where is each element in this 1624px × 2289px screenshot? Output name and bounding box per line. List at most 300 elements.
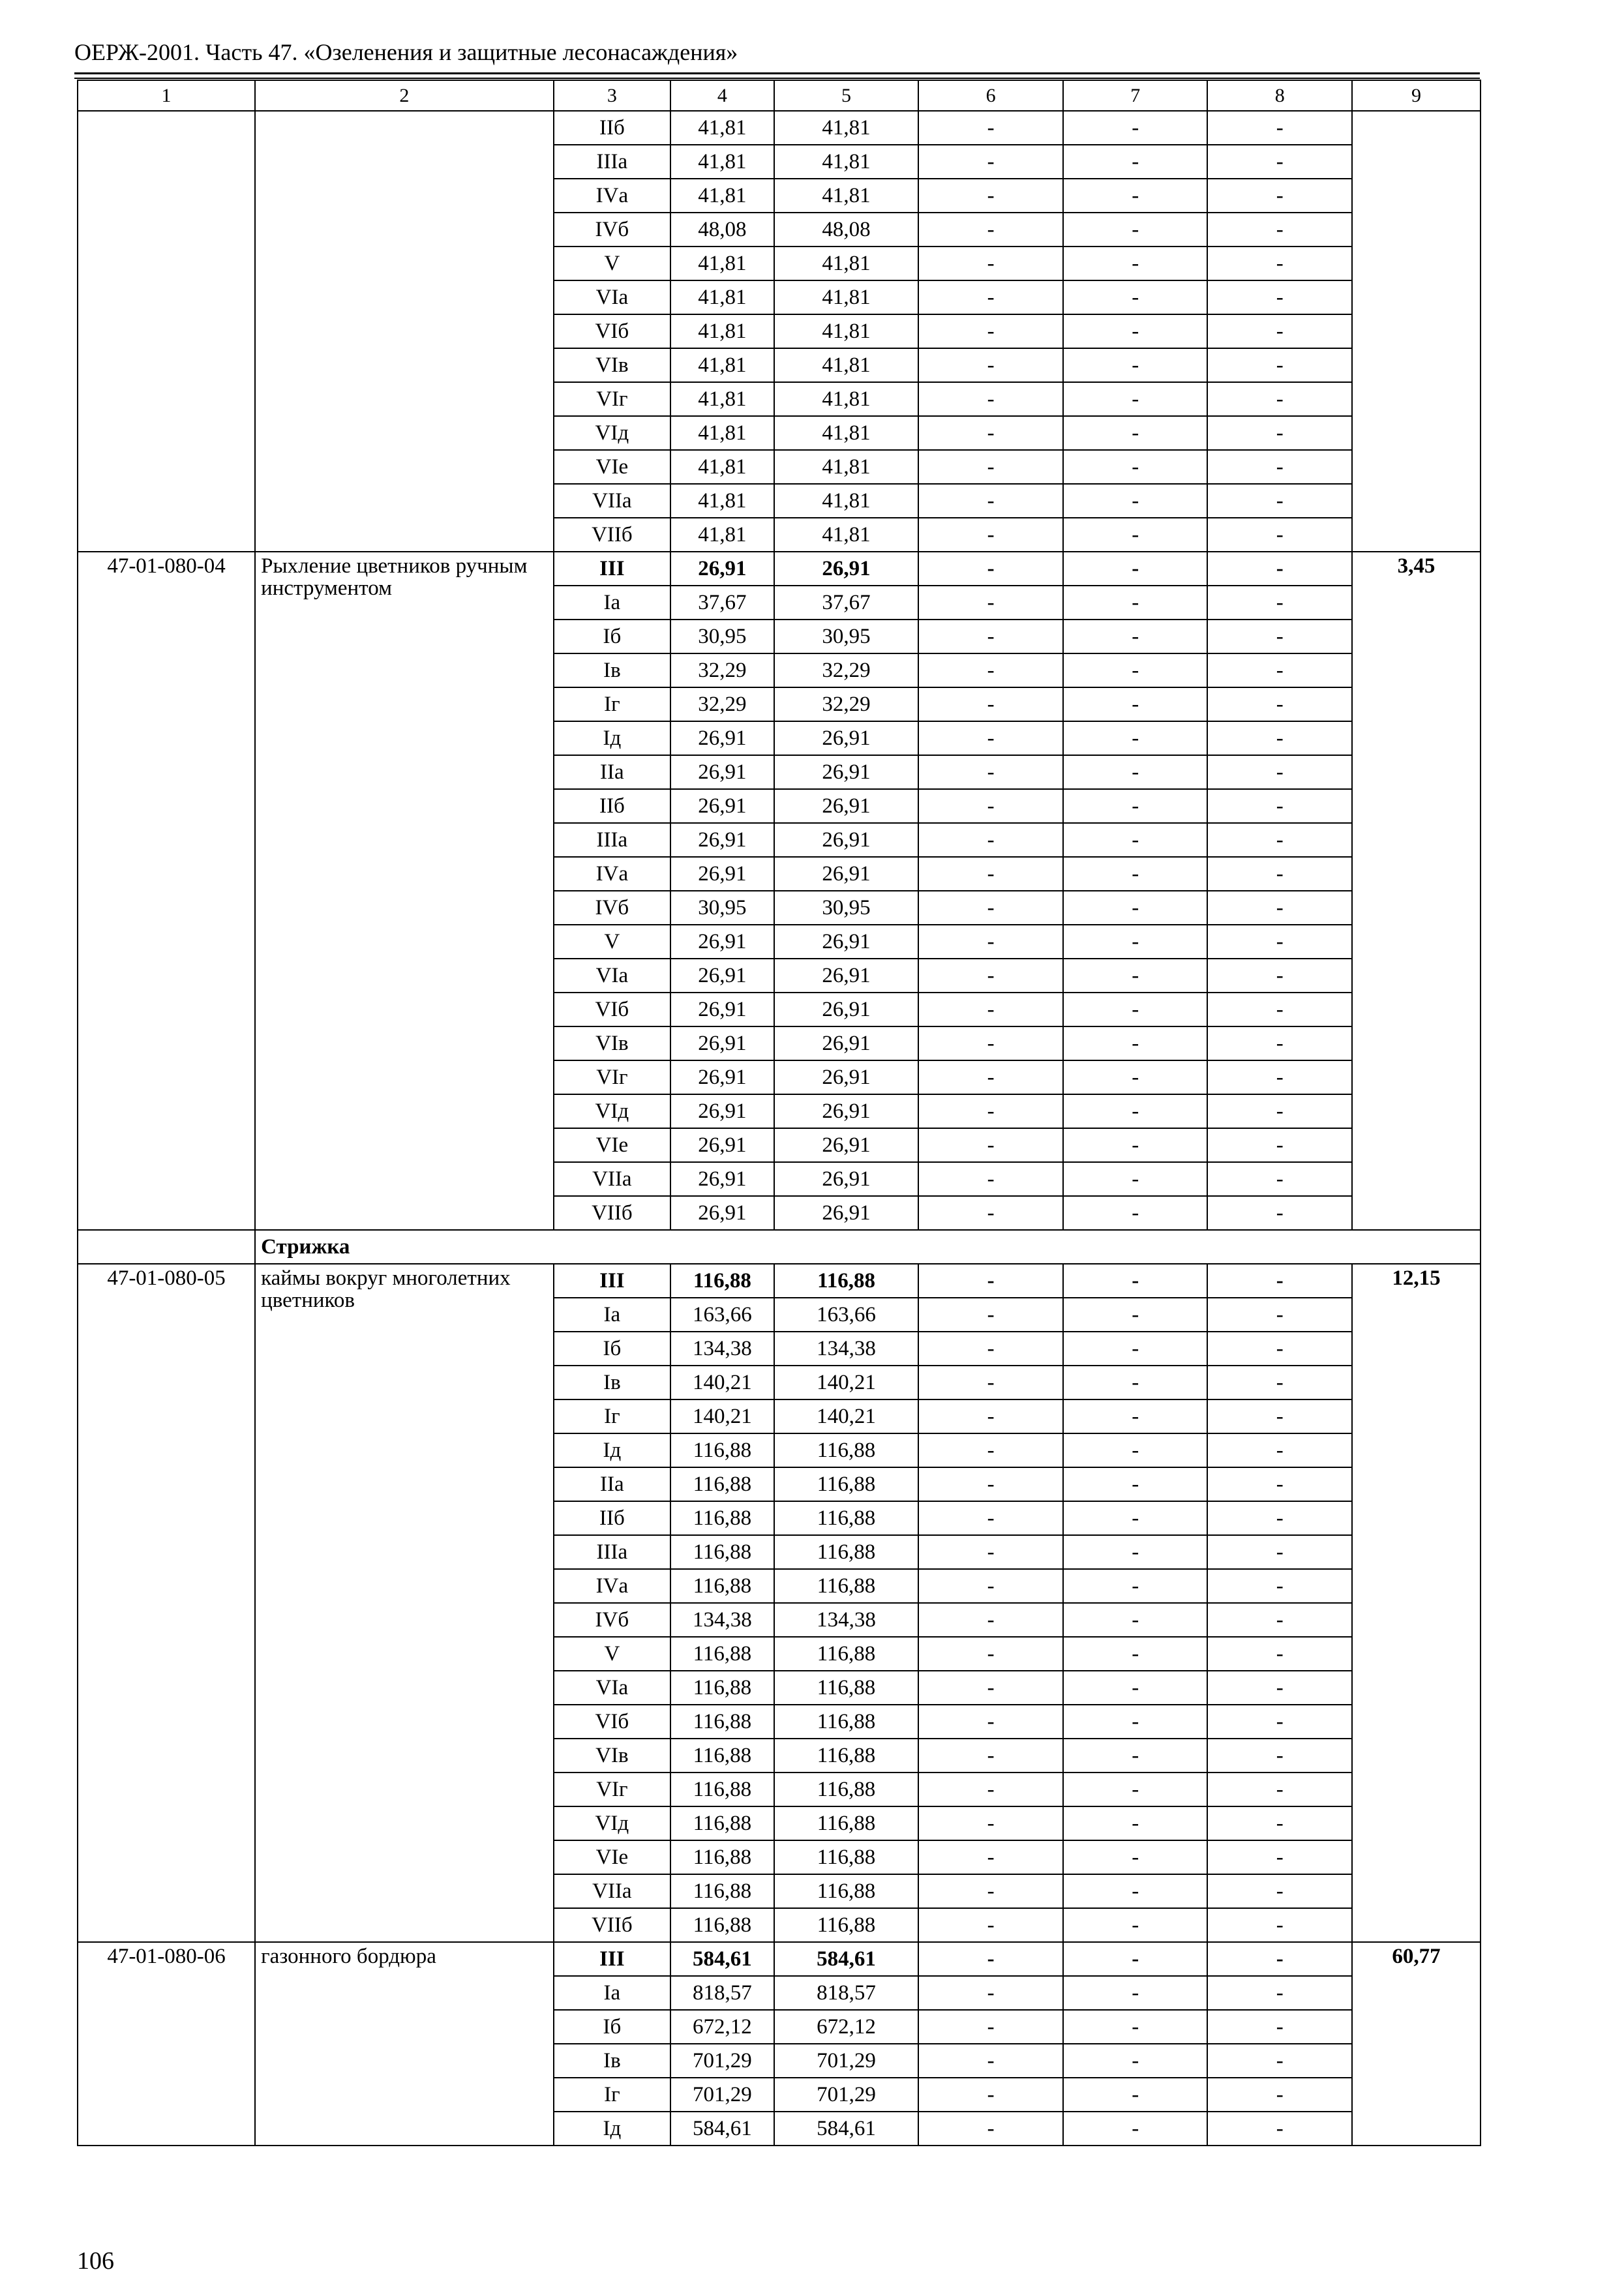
table-cell: 116,88 — [670, 1433, 774, 1467]
work-description: Рыхление цветников ручным инструментом — [255, 552, 554, 1230]
table-cell: - — [1063, 1671, 1208, 1705]
table-cell: 41,81 — [670, 247, 774, 280]
work-description: каймы вокруг многолетних цветников — [255, 1264, 554, 1942]
table-cell: - — [1207, 280, 1352, 314]
col9-value: 12,15 — [1352, 1264, 1481, 1942]
table-cell: - — [1207, 213, 1352, 247]
table-cell: 41,81 — [670, 280, 774, 314]
table-cell: - — [918, 2044, 1063, 2078]
table-cell: 26,91 — [670, 1026, 774, 1060]
col9-value: 60,77 — [1352, 1942, 1481, 2146]
table-cell: - — [1207, 1026, 1352, 1060]
table-cell: VIе — [554, 450, 670, 484]
section-blank — [78, 1230, 255, 1264]
table-cell: - — [1063, 450, 1208, 484]
table-cell: 701,29 — [774, 2044, 919, 2078]
rate-code: 47-01-080-05 — [78, 1264, 255, 1942]
table-cell: 163,66 — [774, 1298, 919, 1332]
table-cell: - — [918, 2112, 1063, 2146]
table-cell: - — [918, 1366, 1063, 1399]
table-cell: 116,88 — [670, 1501, 774, 1535]
table-cell: - — [1063, 1806, 1208, 1840]
table-cell: - — [1207, 993, 1352, 1026]
table-cell: VIIа — [554, 1874, 670, 1908]
column-number: 9 — [1352, 80, 1481, 111]
table-cell: IVа — [554, 179, 670, 213]
table-cell: - — [1063, 1094, 1208, 1128]
table-cell: VIе — [554, 1128, 670, 1162]
column-number: 3 — [554, 80, 670, 111]
table-cell: - — [1207, 2078, 1352, 2112]
table-cell: - — [918, 993, 1063, 1026]
table-cell: - — [1063, 823, 1208, 857]
table-cell: - — [918, 687, 1063, 721]
table-cell: - — [1207, 1128, 1352, 1162]
table-cell: - — [1207, 145, 1352, 179]
table-cell: 26,91 — [774, 857, 919, 891]
table-cell: 26,91 — [774, 1060, 919, 1094]
table-cell: - — [1207, 484, 1352, 518]
table-cell: 116,88 — [774, 1908, 919, 1942]
column-number: 2 — [255, 80, 554, 111]
table-cell: - — [1207, 586, 1352, 620]
table-cell: V — [554, 1637, 670, 1671]
table-cell: 30,95 — [670, 891, 774, 925]
table-cell: 26,91 — [774, 1094, 919, 1128]
section-title: Стрижка — [255, 1230, 1481, 1264]
table-cell: 26,91 — [670, 721, 774, 755]
table-cell: - — [1063, 484, 1208, 518]
table-cell: 26,91 — [774, 925, 919, 959]
table-cell: 41,81 — [670, 382, 774, 416]
table-cell: - — [1207, 925, 1352, 959]
table-cell: - — [1207, 959, 1352, 993]
table-cell: VIIа — [554, 1162, 670, 1196]
table-cell: 26,91 — [670, 1128, 774, 1162]
table-cell: - — [1063, 145, 1208, 179]
table-cell: - — [1063, 314, 1208, 348]
table-cell: - — [1063, 755, 1208, 789]
rates-table — [77, 80, 1481, 2146]
table-cell: - — [918, 416, 1063, 450]
table-cell: 116,88 — [670, 1467, 774, 1501]
table-cell: - — [918, 450, 1063, 484]
table-cell: Iд — [554, 1433, 670, 1467]
table-cell: - — [1063, 382, 1208, 416]
table-cell: VIв — [554, 348, 670, 382]
table-cell: 116,88 — [670, 1671, 774, 1705]
table-cell: - — [1207, 1705, 1352, 1739]
table-cell: 701,29 — [774, 2078, 919, 2112]
table-cell: - — [1063, 518, 1208, 552]
table-cell: - — [1063, 1637, 1208, 1671]
table-cell: - — [918, 1196, 1063, 1230]
table-cell: - — [918, 382, 1063, 416]
table-cell: 116,88 — [774, 1671, 919, 1705]
table-cell: - — [1063, 1739, 1208, 1773]
table-cell: - — [1063, 1705, 1208, 1739]
table-cell: 41,81 — [774, 382, 919, 416]
table-cell: VIг — [554, 1060, 670, 1094]
table-cell: 116,88 — [670, 1840, 774, 1874]
table-cell: - — [1207, 247, 1352, 280]
table-cell: VIа — [554, 1671, 670, 1705]
table-cell: - — [1207, 1433, 1352, 1467]
header-rule-thin — [74, 78, 1480, 79]
table-cell: - — [918, 145, 1063, 179]
table-cell: - — [1063, 416, 1208, 450]
table-cell: 116,88 — [774, 1501, 919, 1535]
table-cell: - — [1063, 213, 1208, 247]
table-cell: - — [918, 518, 1063, 552]
table-cell: - — [1207, 179, 1352, 213]
table-cell: - — [1063, 1060, 1208, 1094]
table-cell: Iб — [554, 2010, 670, 2044]
work-description: газонного бордюра — [255, 1942, 554, 2146]
table-cell: - — [918, 1467, 1063, 1501]
table-cell: 41,81 — [670, 145, 774, 179]
table-cell: - — [918, 1705, 1063, 1739]
table-cell: VIIб — [554, 1908, 670, 1942]
table-cell: 584,61 — [774, 2112, 919, 2146]
table-cell: 26,91 — [774, 1162, 919, 1196]
table-cell: IIб — [554, 111, 670, 145]
table-cell: VIIа — [554, 484, 670, 518]
table-cell: - — [918, 891, 1063, 925]
table-cell: 30,95 — [774, 891, 919, 925]
table-cell: - — [1207, 2010, 1352, 2044]
table-cell: 41,81 — [774, 450, 919, 484]
table-cell: IIб — [554, 789, 670, 823]
table-cell: VIб — [554, 1705, 670, 1739]
table-cell: - — [1063, 857, 1208, 891]
table-cell: - — [1063, 687, 1208, 721]
table-cell: IIб — [554, 1501, 670, 1535]
table-cell: 41,81 — [670, 518, 774, 552]
table-cell: VIг — [554, 1773, 670, 1806]
table-cell: 37,67 — [774, 586, 919, 620]
table-cell: - — [1063, 1569, 1208, 1603]
table-cell: 701,29 — [670, 2044, 774, 2078]
table-cell: - — [1063, 1840, 1208, 1874]
table-cell: - — [1207, 450, 1352, 484]
table-cell: 584,61 — [774, 1942, 919, 1976]
table-cell: 41,81 — [774, 518, 919, 552]
table-cell: - — [918, 1264, 1063, 1298]
table-cell: - — [918, 1739, 1063, 1773]
table-cell: VIIб — [554, 1196, 670, 1230]
table-cell: 41,81 — [774, 247, 919, 280]
table-cell: 26,91 — [670, 1196, 774, 1230]
table-cell: 116,88 — [774, 1874, 919, 1908]
table-cell: - — [918, 1298, 1063, 1332]
table-cell: 26,91 — [774, 755, 919, 789]
table-cell: 26,91 — [670, 823, 774, 857]
table-cell: - — [1207, 1196, 1352, 1230]
table-cell: 41,81 — [774, 484, 919, 518]
table-cell: 116,88 — [670, 1739, 774, 1773]
table-cell: - — [918, 1399, 1063, 1433]
table-cell: VIб — [554, 314, 670, 348]
table-cell: 41,81 — [670, 450, 774, 484]
table-cell: 26,91 — [670, 552, 774, 586]
table-cell: - — [1207, 314, 1352, 348]
table-cell: - — [1063, 348, 1208, 382]
table-cell: - — [1207, 1976, 1352, 2010]
table-cell: 26,91 — [774, 1196, 919, 1230]
table-cell: VIг — [554, 382, 670, 416]
column-number: 8 — [1207, 80, 1352, 111]
table-cell: VIд — [554, 1806, 670, 1840]
table-cell: IIа — [554, 755, 670, 789]
table-cell: - — [1207, 789, 1352, 823]
table-cell: 41,81 — [774, 179, 919, 213]
table-cell: - — [1207, 1332, 1352, 1366]
table-cell: - — [1063, 620, 1208, 653]
table-cell: - — [918, 1840, 1063, 1874]
table-cell: 41,81 — [774, 111, 919, 145]
table-body — [78, 80, 1481, 2146]
table-cell: 41,81 — [670, 314, 774, 348]
table-cell: 37,67 — [670, 586, 774, 620]
table-cell: - — [918, 1535, 1063, 1569]
table-cell: - — [918, 755, 1063, 789]
table-cell: - — [1207, 1637, 1352, 1671]
table-cell: - — [918, 111, 1063, 145]
table-cell: - — [918, 1332, 1063, 1366]
table-cell: 701,29 — [670, 2078, 774, 2112]
table-cell: 116,88 — [670, 1908, 774, 1942]
table-cell: III — [554, 552, 670, 586]
table-cell: 672,12 — [774, 2010, 919, 2044]
work-description — [255, 111, 554, 552]
table-cell: - — [918, 857, 1063, 891]
table-cell: - — [1207, 1908, 1352, 1942]
table-cell: - — [1063, 721, 1208, 755]
table-cell: 48,08 — [670, 213, 774, 247]
table-cell: - — [1063, 959, 1208, 993]
table-cell: 41,81 — [774, 416, 919, 450]
table-cell: - — [1063, 1399, 1208, 1433]
table-cell: - — [1207, 552, 1352, 586]
table-cell: IIIа — [554, 145, 670, 179]
table-cell: - — [918, 1908, 1063, 1942]
table-cell: Iд — [554, 721, 670, 755]
table-cell: 26,91 — [670, 755, 774, 789]
table-cell: - — [1063, 1773, 1208, 1806]
table-cell: 140,21 — [670, 1399, 774, 1433]
table-cell: Iб — [554, 1332, 670, 1366]
table-cell: VIд — [554, 416, 670, 450]
table-cell: - — [1063, 1026, 1208, 1060]
page-number: 106 — [77, 2247, 114, 2275]
table-cell: V — [554, 247, 670, 280]
rates-table-container — [77, 80, 1481, 2146]
table-cell: - — [918, 1976, 1063, 2010]
rate-code — [78, 111, 255, 552]
table-cell: - — [1207, 721, 1352, 755]
table-cell: 41,81 — [670, 111, 774, 145]
table-cell: - — [1207, 1806, 1352, 1840]
table-cell: 26,91 — [670, 993, 774, 1026]
table-cell: - — [918, 823, 1063, 857]
table-row — [78, 1264, 1481, 1298]
column-number: 1 — [78, 80, 255, 111]
table-cell: - — [1063, 2044, 1208, 2078]
table-cell: - — [918, 1773, 1063, 1806]
table-cell: - — [918, 1637, 1063, 1671]
table-cell: 26,91 — [774, 1026, 919, 1060]
table-cell: IVб — [554, 891, 670, 925]
table-cell: 116,88 — [774, 1569, 919, 1603]
table-cell: - — [1207, 1603, 1352, 1637]
table-cell: IVа — [554, 857, 670, 891]
table-cell: - — [1063, 1433, 1208, 1467]
table-cell: - — [918, 2078, 1063, 2112]
table-cell: - — [1207, 382, 1352, 416]
table-cell: - — [918, 280, 1063, 314]
table-cell: 26,91 — [774, 552, 919, 586]
table-cell: - — [1063, 1942, 1208, 1976]
table-cell: - — [1207, 1162, 1352, 1196]
table-cell: - — [918, 925, 1063, 959]
table-cell: - — [1063, 552, 1208, 586]
table-cell: 41,81 — [774, 348, 919, 382]
table-cell: 116,88 — [774, 1739, 919, 1773]
table-cell: - — [1207, 1840, 1352, 1874]
table-cell: III — [554, 1942, 670, 1976]
table-cell: 116,88 — [670, 1569, 774, 1603]
page-header-title: ОЕРЖ-2001. Часть 47. «Озеленения и защитные лесонасаждения» — [74, 39, 738, 65]
column-number: 4 — [670, 80, 774, 111]
table-cell: - — [918, 484, 1063, 518]
table-cell: 32,29 — [774, 653, 919, 687]
table-cell: IIIа — [554, 823, 670, 857]
column-number-row — [78, 80, 1481, 111]
table-cell: 26,91 — [670, 1094, 774, 1128]
table-cell: - — [1063, 789, 1208, 823]
table-cell: - — [1063, 1874, 1208, 1908]
table-cell: 116,88 — [670, 1874, 774, 1908]
table-cell: - — [1207, 416, 1352, 450]
table-cell: - — [1207, 1671, 1352, 1705]
table-cell: - — [1207, 653, 1352, 687]
table-cell: VIв — [554, 1739, 670, 1773]
table-cell: - — [918, 1026, 1063, 1060]
table-cell: 41,81 — [670, 179, 774, 213]
table-cell: - — [1207, 1298, 1352, 1332]
table-cell: 26,91 — [774, 959, 919, 993]
table-cell: Iг — [554, 1399, 670, 1433]
table-cell: 26,91 — [670, 1162, 774, 1196]
table-cell: - — [918, 1569, 1063, 1603]
table-cell: 26,91 — [670, 789, 774, 823]
table-cell: - — [918, 1433, 1063, 1467]
table-cell: 26,91 — [774, 789, 919, 823]
table-cell: - — [918, 789, 1063, 823]
table-cell: 32,29 — [670, 687, 774, 721]
table-cell: - — [918, 1603, 1063, 1637]
table-cell: - — [1063, 1976, 1208, 2010]
table-cell: Iв — [554, 653, 670, 687]
table-cell: - — [1207, 1060, 1352, 1094]
table-cell: 818,57 — [670, 1976, 774, 2010]
table-cell: 41,81 — [670, 348, 774, 382]
table-cell: Iа — [554, 586, 670, 620]
table-row — [78, 552, 1481, 586]
table-cell: 584,61 — [670, 1942, 774, 1976]
table-cell: 134,38 — [670, 1332, 774, 1366]
table-cell: 116,88 — [774, 1433, 919, 1467]
table-cell: 116,88 — [774, 1840, 919, 1874]
table-cell: V — [554, 925, 670, 959]
table-cell: 32,29 — [670, 653, 774, 687]
table-cell: 584,61 — [670, 2112, 774, 2146]
table-cell: - — [918, 653, 1063, 687]
table-cell: - — [918, 179, 1063, 213]
table-cell: - — [1207, 1094, 1352, 1128]
rate-code: 47-01-080-04 — [78, 552, 255, 1230]
table-cell: 41,81 — [774, 280, 919, 314]
table-cell: - — [918, 1060, 1063, 1094]
table-cell: IVа — [554, 1569, 670, 1603]
table-cell: - — [1063, 1908, 1208, 1942]
table-cell: - — [1063, 247, 1208, 280]
table-cell: - — [1063, 653, 1208, 687]
table-cell: IIа — [554, 1467, 670, 1501]
table-cell: - — [918, 314, 1063, 348]
table-cell: - — [1063, 111, 1208, 145]
table-cell: - — [1063, 1366, 1208, 1399]
table-cell: - — [918, 1501, 1063, 1535]
table-cell: - — [1063, 1332, 1208, 1366]
table-cell: 134,38 — [774, 1603, 919, 1637]
table-cell: 116,88 — [774, 1264, 919, 1298]
table-cell: - — [918, 721, 1063, 755]
table-cell: Iа — [554, 1976, 670, 2010]
table-cell: - — [1063, 586, 1208, 620]
table-cell: 41,81 — [670, 484, 774, 518]
table-cell: 116,88 — [774, 1806, 919, 1840]
table-cell: - — [1207, 1399, 1352, 1433]
table-cell: - — [918, 1162, 1063, 1196]
table-cell: VIб — [554, 993, 670, 1026]
table-cell: - — [1063, 179, 1208, 213]
table-cell: - — [1207, 1942, 1352, 1976]
table-cell: - — [1207, 891, 1352, 925]
table-cell: 116,88 — [670, 1535, 774, 1569]
table-cell: - — [1207, 2112, 1352, 2146]
column-number: 7 — [1063, 80, 1208, 111]
table-cell: 30,95 — [774, 620, 919, 653]
table-cell: - — [918, 620, 1063, 653]
table-cell: 116,88 — [670, 1773, 774, 1806]
table-cell: - — [1207, 823, 1352, 857]
column-number: 6 — [918, 80, 1063, 111]
table-cell: - — [918, 1874, 1063, 1908]
table-cell: - — [1063, 1603, 1208, 1637]
table-cell: 116,88 — [670, 1705, 774, 1739]
table-cell: 140,21 — [670, 1366, 774, 1399]
table-cell: VIд — [554, 1094, 670, 1128]
table-cell: 116,88 — [670, 1806, 774, 1840]
table-cell: 30,95 — [670, 620, 774, 653]
table-cell: - — [1063, 1535, 1208, 1569]
table-cell: 140,21 — [774, 1399, 919, 1433]
table-cell: - — [1063, 1162, 1208, 1196]
table-cell: - — [1063, 891, 1208, 925]
table-cell: 116,88 — [774, 1535, 919, 1569]
